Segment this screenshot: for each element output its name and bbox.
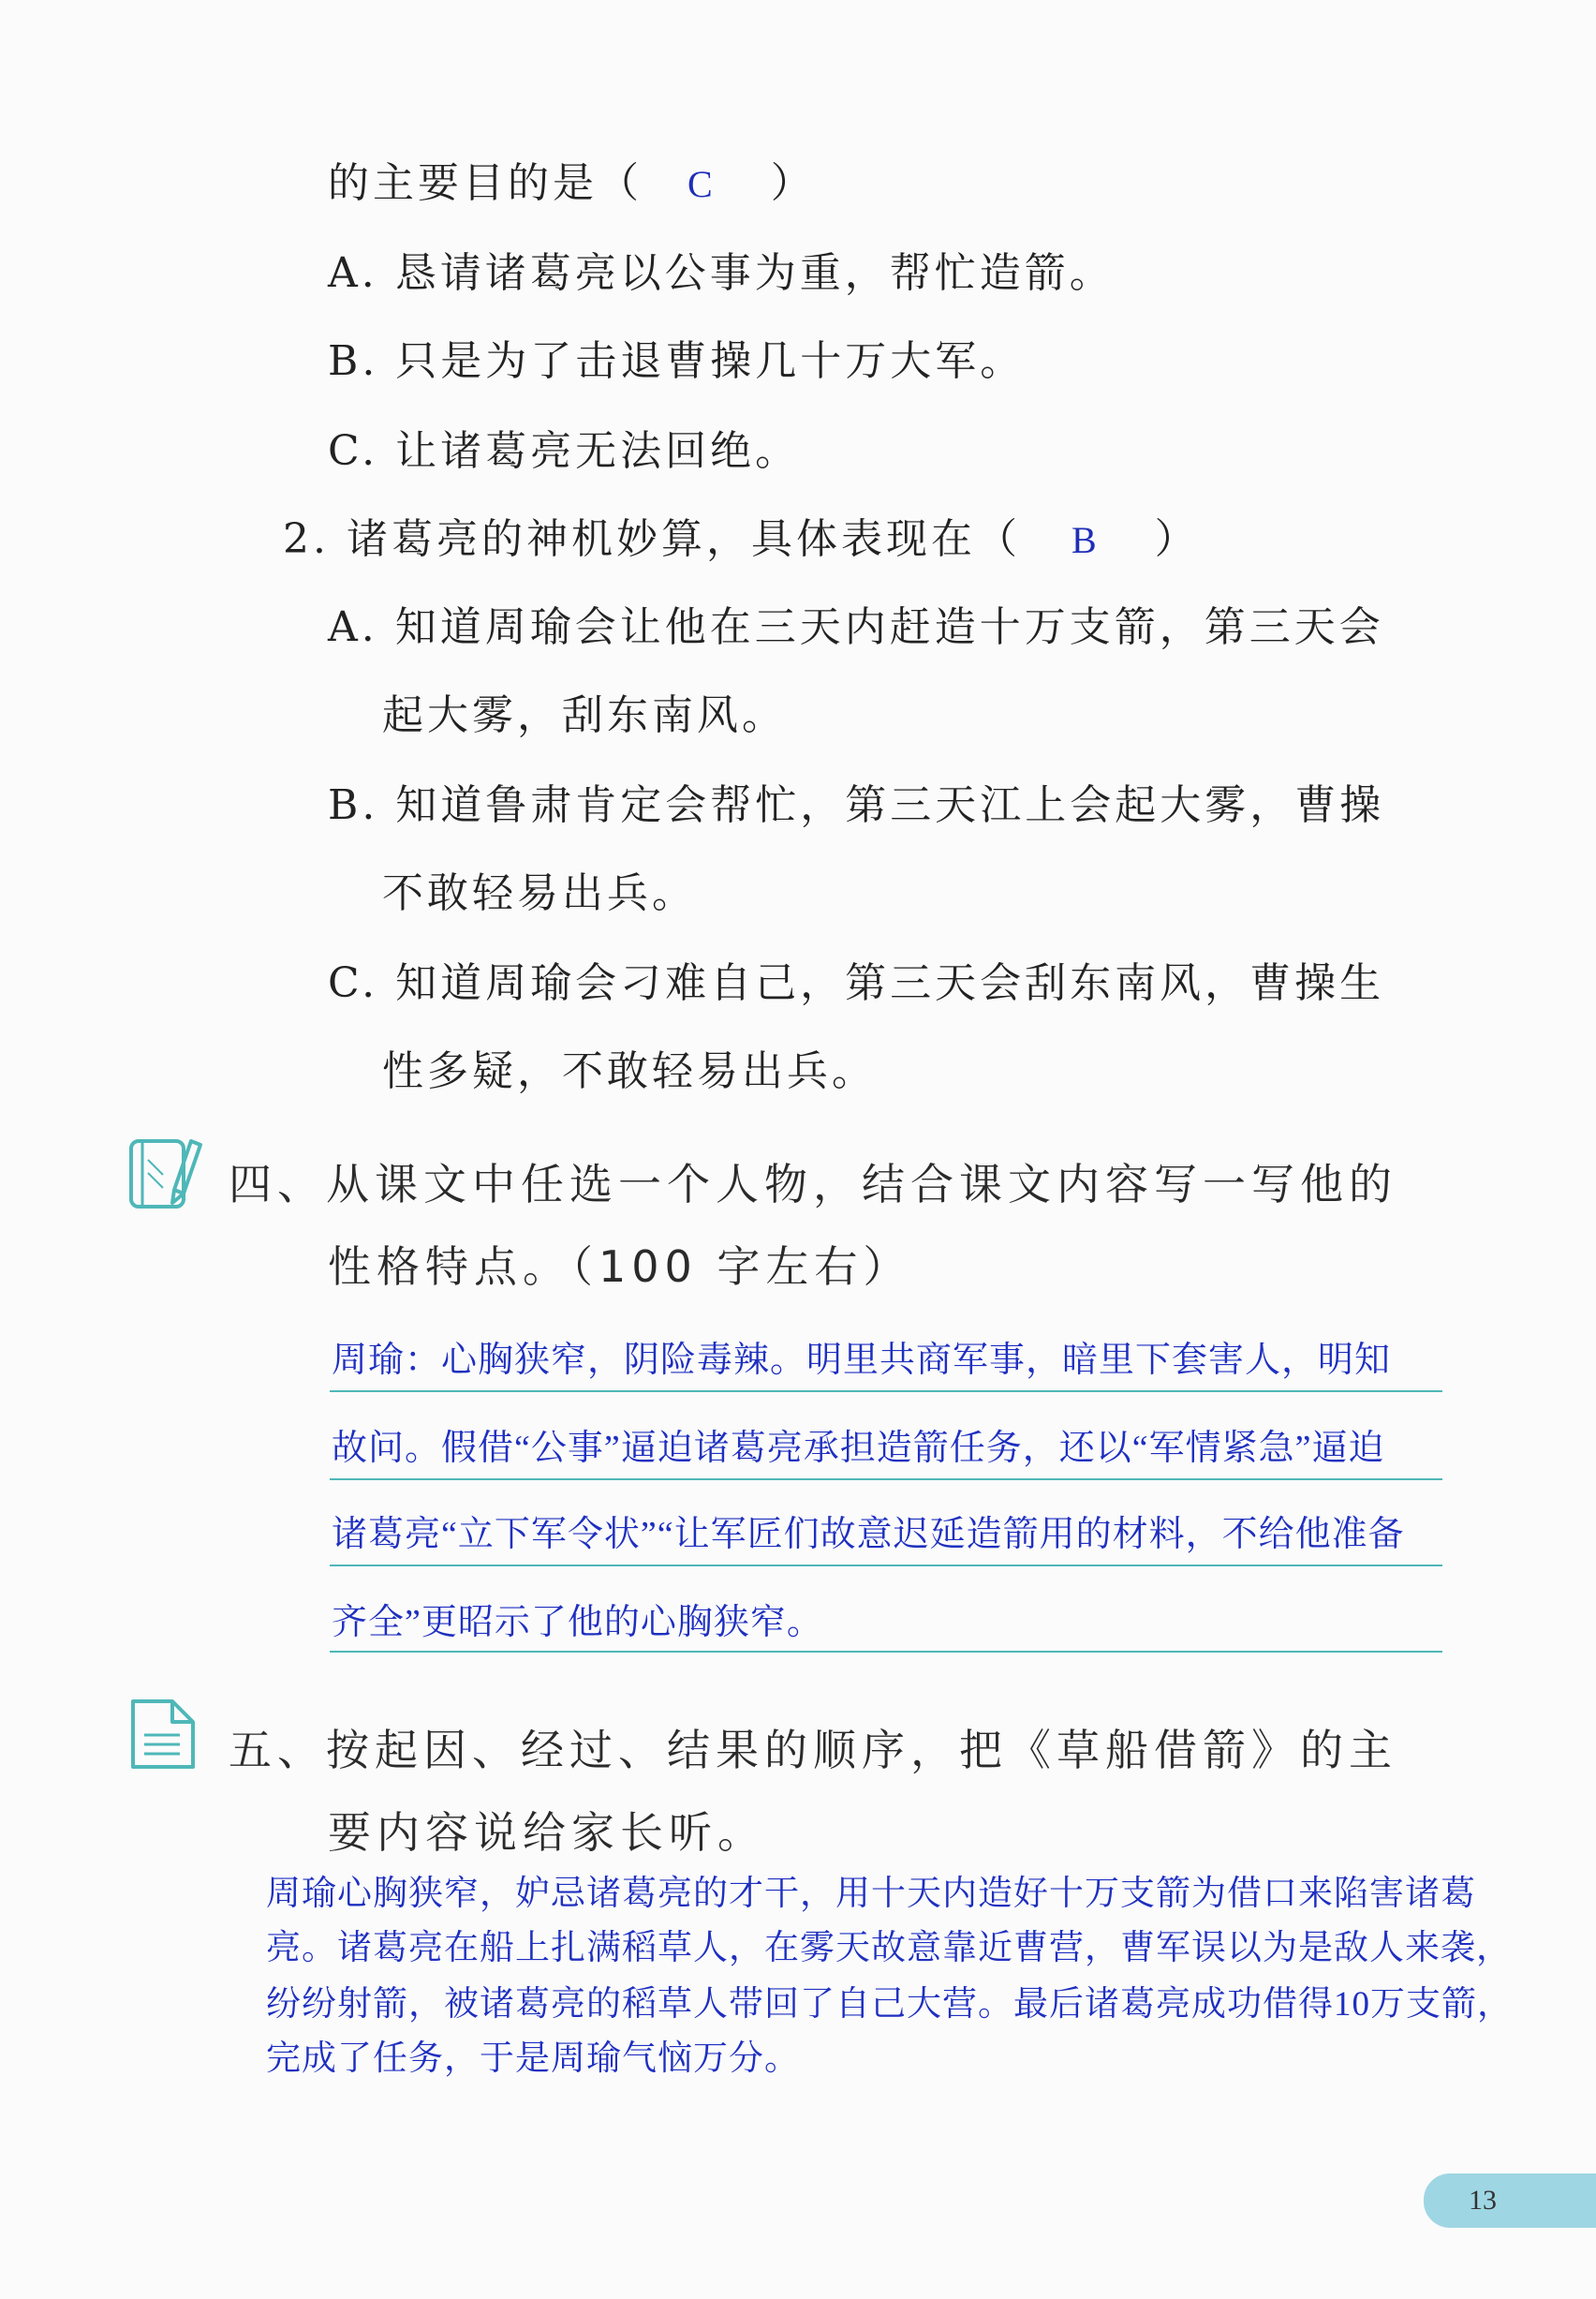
q2-option-a-line2: 起大雾，刮东南风。: [382, 691, 787, 739]
q2-answer: B: [1071, 519, 1101, 561]
section5-answer-line2: 亮。诸葛亮在船上扎满稻草人，在雾天故意靠近曹营，曹军误以为是敌人来袭，: [266, 1929, 1512, 1967]
writing-rule: [330, 1478, 1442, 1480]
writing-rule: [330, 1565, 1442, 1566]
q1-option-a: A. 恳请诸葛亮以公事为重，帮忙造箭。: [328, 249, 1115, 297]
q2-option-a-line1: A. 知道周瑜会让他在三天内赶造十万支箭，第三天会: [328, 603, 1384, 651]
q2-option-b-line2: 不敢轻易出兵。: [382, 869, 697, 917]
q2-stem: 2. 诸葛亮的神机妙算，具体表现在（ B ）: [283, 512, 1200, 569]
section4-answer-line2: 故问。假借“公事”逼迫诸葛亮承担造箭任务，还以“军情紧急”逼迫: [332, 1429, 1385, 1468]
section4-answer-line4: 齐全”更昭示了他的心胸狭窄。: [332, 1603, 823, 1642]
section4-title-line1: 四、从课文中任选一个人物，结合课文内容写一写他的: [229, 1159, 1397, 1209]
section5-title-line2: 要内容说给家长听。: [328, 1807, 766, 1858]
section4-answer-line3: 诸葛亮“立下军令状”“让军匠们故意迟延造箭用的材料，不给他准备: [332, 1515, 1405, 1554]
q1-option-c: C. 让诸葛亮无法回绝。: [328, 427, 801, 475]
document-list-icon: [126, 1694, 200, 1774]
section5-answer-line1: 周瑜心胸狭窄，妒忌诸葛亮的才干，用十天内造好十万支箭为借口来陷害诸葛: [266, 1875, 1476, 1913]
q2-option-b-line1: B. 知道鲁肃肯定会帮忙，第三天江上会起大雾，曹操: [328, 781, 1385, 829]
section4-title-line2: 性格特点。（100 字左右）: [328, 1241, 912, 1292]
q2-option-c-line2: 性多疑，不敢轻易出兵。: [382, 1047, 877, 1095]
section5-answer-line4: 完成了任务，于是周瑜气恼万分。: [266, 2039, 800, 2078]
q1-option-b: B. 只是为了击退曹操几十万大军。: [328, 337, 1026, 385]
notebook-pen-icon: [126, 1132, 206, 1216]
q1-answer: C: [687, 163, 717, 205]
section5-answer-line3: 纷纷射箭，被诸葛亮的稻草人带回了自己大营。最后诸葛亮成功借得10万支箭，: [266, 1985, 1513, 2024]
page-number-tab: [1424, 2173, 1596, 2228]
section5-title-line1: 五、按起因、经过、结果的顺序，把《草船借箭》的主: [229, 1725, 1397, 1775]
page-number: 13: [1469, 2185, 1497, 2216]
writing-rule: [330, 1390, 1442, 1392]
writing-rule: [330, 1651, 1442, 1653]
q1-stem: 的主要目的是（ C ）: [328, 156, 816, 213]
q2-option-c-line1: C. 知道周瑜会刁难自己，第三天会刮东南风，曹操生: [328, 959, 1385, 1007]
section4-answer-line1: 周瑜：心胸狭窄，阴险毒辣。明里共商军事，暗里下套害人，明知: [332, 1341, 1392, 1380]
